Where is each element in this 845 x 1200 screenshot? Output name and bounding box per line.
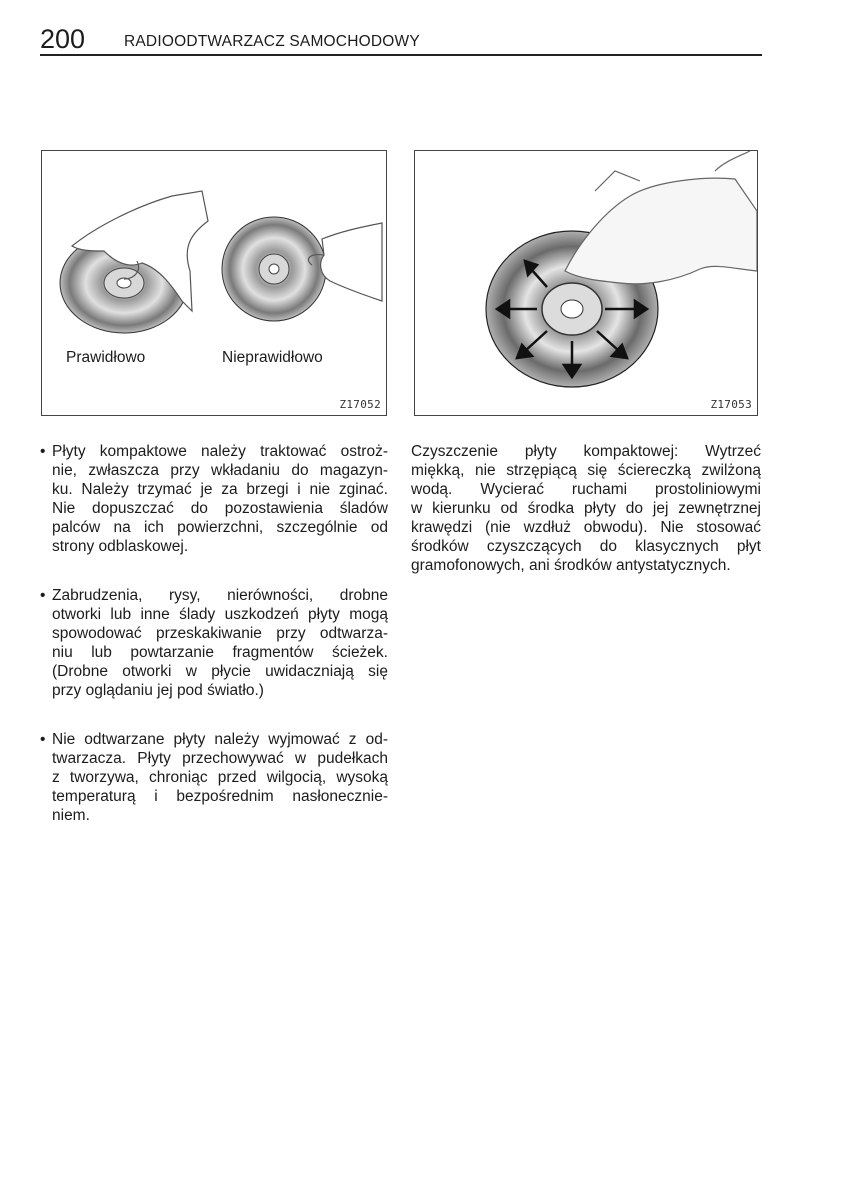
right-column bbox=[411, 442, 761, 575]
cloth-hand-icon bbox=[565, 151, 757, 284]
bullet-item bbox=[40, 730, 388, 825]
section-title: RADIOODTWARZACZ SAMOCHODOWY bbox=[124, 33, 420, 50]
text-line: krawędzi (nie wzdłuż obwodu). Nie stosować bbox=[411, 519, 761, 536]
figure-code: Z17053 bbox=[710, 398, 752, 411]
bullet-icon: • bbox=[40, 731, 46, 748]
text-line: w kierunku od środka płyty do jej zewnętrznej bbox=[411, 500, 761, 517]
text-line: otworki lub inne ślady uszkodzeń płyty mogą bbox=[52, 606, 388, 623]
text-line: gramofonowych, ani środków antystatycznych. bbox=[411, 557, 731, 574]
text-line: (Drobne otworki w płycie uwidaczniają się bbox=[52, 663, 388, 680]
caption-correct: Prawidłowo bbox=[66, 349, 146, 366]
text-line: twarzacza. Płyty przechowywać w pudełkach bbox=[52, 750, 388, 767]
cd-disc-incorrect bbox=[222, 217, 326, 321]
text-line: z tworzywa, chroniąc przed wilgocią, wysoką bbox=[52, 769, 388, 786]
text-line: spowodować przeskakiwanie przy odtwarza- bbox=[52, 625, 388, 642]
text-line: niem. bbox=[52, 807, 90, 824]
left-column bbox=[40, 442, 388, 855]
text-line: Zabrudzenia, rysy, nierówności, drobne bbox=[52, 587, 388, 604]
page-number: 200 bbox=[40, 24, 86, 54]
text-line: Nie odtwarzane płyty należy wyjmować z od- bbox=[52, 731, 388, 748]
text-line: przy oglądaniu jej pod światło.) bbox=[52, 682, 264, 699]
text-line: nie, zwłaszcza przy wkładaniu do magazyn- bbox=[52, 462, 388, 479]
bullet-icon: • bbox=[40, 587, 46, 604]
cd-handling-figure bbox=[41, 150, 387, 416]
bullet-item bbox=[40, 442, 388, 556]
text-line: Czyszczenie płyty kompaktowej: Wytrzeć bbox=[411, 443, 761, 460]
bullet-item bbox=[40, 586, 388, 700]
text-line: strony odblaskowej. bbox=[52, 538, 189, 555]
text-line: temperaturą i bezpośrednim nasłonecznie- bbox=[52, 788, 388, 805]
caption-incorrect: Nieprawidłowo bbox=[222, 349, 323, 366]
text-line: niu lub powtarzanie fragmentów ścieżek. bbox=[52, 644, 388, 661]
text-line: wodą. Wycierać ruchami prostoliniowymi bbox=[411, 481, 761, 498]
text-line: środków czyszczących do klasycznych płyt bbox=[411, 538, 761, 555]
text-line: miękką, nie strzępiącą się ściereczką zwilżoną bbox=[411, 462, 761, 479]
page-header bbox=[40, 26, 762, 56]
text-line: Nie dopuszczać do pozostawienia śladów bbox=[52, 500, 388, 517]
cd-cleaning-illustration bbox=[415, 151, 757, 415]
bullet-icon: • bbox=[40, 443, 46, 460]
cd-cleaning-figure bbox=[414, 150, 758, 416]
cd-handling-illustration bbox=[42, 151, 386, 415]
figure-code: Z17052 bbox=[339, 398, 381, 411]
text-line: ku. Należy trzymać je za brzegi i nie zginać. bbox=[52, 481, 388, 498]
text-line: palców na ich powierzchni, szczególnie od bbox=[52, 519, 388, 536]
text-line: Płyty kompaktowe należy traktować ostroż- bbox=[52, 443, 388, 460]
